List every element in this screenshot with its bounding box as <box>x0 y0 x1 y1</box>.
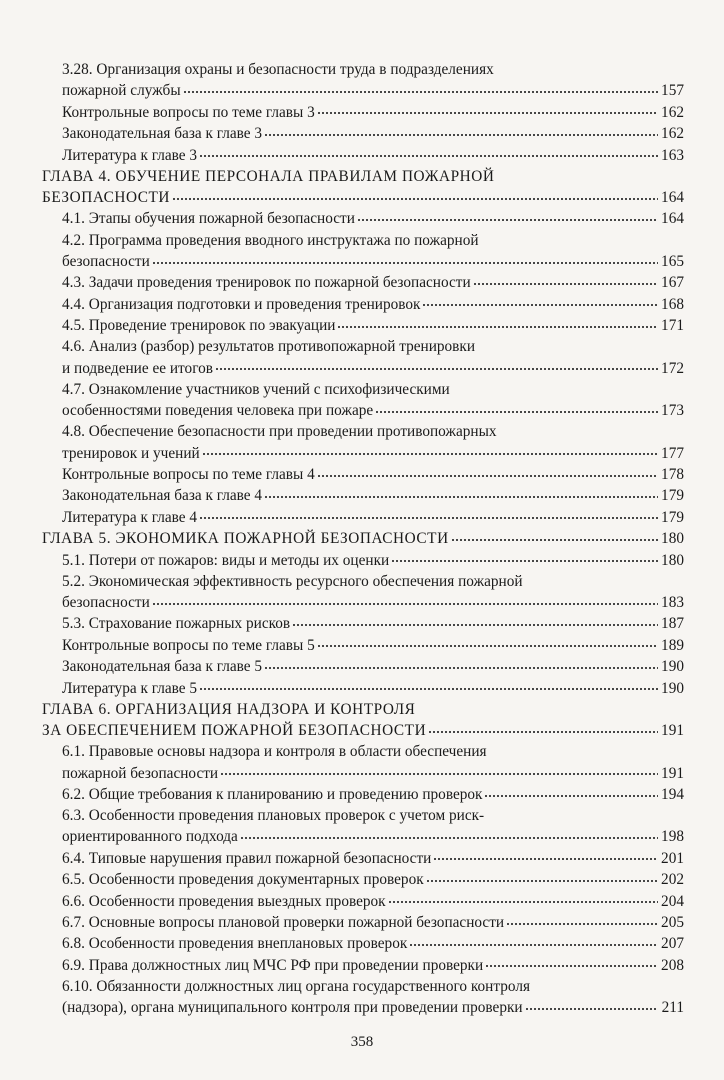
dot-leader <box>337 318 658 333</box>
toc-entry <box>42 933 684 954</box>
toc-entry-line <box>62 656 684 677</box>
toc-entry-title: тренировок и учений <box>62 444 200 462</box>
dot-leader <box>433 850 658 865</box>
toc-entry <box>42 634 684 655</box>
toc-entry-page: 178 <box>661 465 684 483</box>
toc-entry-page: 191 <box>661 764 684 782</box>
toc-entry-title-line: ГЛАВА 4. ОБУЧЕНИЕ ПЕРСОНАЛА ПРАВИЛАМ ПОЖАРНОЙ <box>42 167 495 185</box>
toc-entry <box>42 890 684 911</box>
toc-entry-page: 171 <box>661 317 684 335</box>
toc-entry <box>42 549 684 570</box>
toc-entry-line <box>62 549 684 570</box>
dot-leader <box>426 872 658 887</box>
toc-entry-title: Контрольные вопросы по теме главы 4 <box>62 465 315 483</box>
toc-entry-page: 194 <box>661 785 684 803</box>
table-of-contents <box>42 59 684 1018</box>
toc-entry <box>42 144 684 165</box>
toc-entry-line <box>62 890 684 911</box>
toc-entry-line <box>62 613 684 634</box>
toc-entry-title: безопасности <box>62 252 150 270</box>
dot-leader <box>240 829 658 844</box>
toc-entry <box>42 656 684 677</box>
dot-leader <box>388 893 658 908</box>
toc-entry-line <box>62 464 684 485</box>
toc-entry <box>42 741 684 783</box>
dot-leader <box>375 403 658 418</box>
toc-entry <box>42 506 684 527</box>
toc-entry <box>42 421 684 463</box>
dot-leader <box>506 915 658 930</box>
toc-entry-page: 164 <box>661 210 684 228</box>
toc-entry-page: 167 <box>661 274 684 292</box>
toc-entry-line <box>62 485 684 506</box>
toc-entry-page: 165 <box>661 252 684 270</box>
dot-leader <box>473 275 658 290</box>
toc-entry-line <box>62 442 684 463</box>
toc-entry-page: 190 <box>661 658 684 676</box>
toc-entry-title: Литература к главе 4 <box>62 508 198 526</box>
toc-entry-line <box>62 762 684 783</box>
toc-entry-line <box>42 187 684 208</box>
toc-entry-page: 177 <box>661 444 684 462</box>
toc-entry <box>42 315 684 336</box>
toc-entry <box>42 847 684 868</box>
toc-entry <box>42 613 684 634</box>
toc-entry-page: 157 <box>661 82 684 100</box>
toc-entry <box>42 485 684 506</box>
toc-chapter-entry <box>42 166 684 208</box>
toc-entry-line <box>62 954 684 975</box>
dot-leader <box>264 126 658 141</box>
dot-leader <box>152 254 658 269</box>
toc-entry <box>42 293 684 314</box>
toc-entry-title: 6.8. Особенности проведения внеплановых проверок <box>62 935 408 953</box>
toc-entry <box>42 123 684 144</box>
toc-entry-title: Законодательная база к главе 4 <box>62 487 263 505</box>
toc-entry-title: Литература к главе 3 <box>62 146 198 164</box>
toc-entry-line <box>62 912 684 933</box>
toc-entry-title-line: 4.2. Программа проведения вводного инструктажа по пожарной <box>62 231 479 249</box>
toc-entry-line <box>62 997 684 1018</box>
toc-entry-page: 190 <box>661 679 684 697</box>
toc-entry-line <box>62 933 684 954</box>
toc-entry-title: 4.4. Организация подготовки и проведения тренировок <box>62 295 421 313</box>
toc-entry-line <box>42 528 684 549</box>
toc-entry-page: 173 <box>661 402 684 420</box>
toc-chapter-entry <box>42 528 684 549</box>
toc-entry-page: 202 <box>661 871 684 889</box>
toc-entry <box>42 976 684 1018</box>
toc-entry-title: 6.2. Общие требования к планированию и проведению проверок <box>62 785 483 803</box>
toc-entry-page: 180 <box>661 551 684 569</box>
toc-entry-title: 6.4. Типовые нарушения правил пожарной безопасности <box>62 849 432 867</box>
toc-entry <box>42 571 684 613</box>
toc-entry <box>42 101 684 122</box>
dot-leader <box>422 296 658 311</box>
toc-chapter-entry <box>42 699 684 741</box>
toc-entry-title: 4.5. Проведение тренировок по эвакуации <box>62 317 336 335</box>
toc-entry-page: 179 <box>661 487 684 505</box>
toc-entry-page: 198 <box>661 828 684 846</box>
toc-entry-line <box>62 869 684 890</box>
toc-entry-title: БЕЗОПАСНОСТИ <box>42 189 171 207</box>
toc-entry-title: особенностями поведения человека при пожаре <box>62 402 374 420</box>
toc-entry-title-line: 5.2. Экономическая эффективность ресурсного обеспечения пожарной <box>62 572 523 590</box>
toc-entry-page: 211 <box>661 999 684 1017</box>
toc-entry <box>42 912 684 933</box>
toc-entry-title: Законодательная база к главе 3 <box>62 125 263 143</box>
toc-entry <box>42 230 684 272</box>
toc-entry-title-line: ГЛАВА 6. ОРГАНИЗАЦИЯ НАДЗОРА И КОНТРОЛЯ <box>42 700 416 718</box>
toc-entry-title-line: 4.8. Обеспечение безопасности при проведении противопожарных <box>62 423 497 441</box>
toc-entry-page: 208 <box>661 956 684 974</box>
page-number: 358 <box>350 1034 374 1050</box>
toc-entry-page: 204 <box>661 892 684 910</box>
toc-entry-title: 5.1. Потери от пожаров: виды и методы их оценки <box>62 551 390 569</box>
toc-entry-page: 205 <box>661 913 684 931</box>
toc-entry-line <box>62 80 684 101</box>
toc-entry-title: 6.9. Права должностных лиц МЧС РФ при проведении проверки <box>62 956 484 974</box>
dot-leader <box>317 467 658 482</box>
toc-entry-title: Литература к главе 5 <box>62 679 198 697</box>
toc-entry-line <box>62 208 684 229</box>
toc-entry-line <box>42 720 684 741</box>
dot-leader <box>199 147 658 162</box>
toc-entry-page: 207 <box>661 935 684 953</box>
toc-entry-page: 162 <box>661 125 684 143</box>
toc-entry-line <box>62 123 684 144</box>
toc-entry <box>42 336 684 378</box>
toc-entry-title-line: 6.3. Особенности проведения плановых проверок с учетом риск- <box>62 807 485 824</box>
toc-entry-line <box>62 784 684 805</box>
toc-entry-page: 191 <box>661 722 684 740</box>
dot-leader <box>172 190 658 205</box>
toc-entry-page: 172 <box>661 359 684 377</box>
toc-entry-page: 179 <box>661 508 684 526</box>
toc-entry-title: ориентированного подхода <box>62 828 238 846</box>
toc-entry-page: 189 <box>661 636 684 654</box>
toc-entry-title: 5.3. Страхование пожарных рисков <box>62 615 291 633</box>
dot-leader <box>220 765 658 780</box>
dot-leader <box>183 83 658 98</box>
dot-leader <box>199 680 658 695</box>
toc-entry-title-line: 6.1. Правовые основы надзора и контроля в области обеспечения <box>62 743 487 761</box>
dot-leader <box>264 659 658 674</box>
toc-entry-page: 180 <box>661 530 684 548</box>
dot-leader <box>409 936 658 951</box>
toc-entry-title-line: 3.28. Организация охраны и безопасности труда в подразделениях <box>62 61 494 78</box>
dot-leader <box>391 552 658 567</box>
toc-entry-line <box>62 144 684 165</box>
toc-entry-title: ЗА ОБЕСПЕЧЕНИЕМ ПОЖАРНОЙ БЕЗОПАСНОСТИ <box>42 722 427 740</box>
dot-leader <box>317 637 658 652</box>
toc-entry-title: (надзора), органа муниципального контроля при проведении проверки <box>62 999 523 1017</box>
toc-entry-title: Контрольные вопросы по теме главы 3 <box>62 103 315 121</box>
dot-leader <box>357 211 658 226</box>
toc-entry-line <box>62 293 684 314</box>
toc-entry <box>42 677 684 698</box>
dot-leader <box>525 1000 658 1015</box>
toc-entry-page: 187 <box>661 615 684 633</box>
toc-entry-title: 6.6. Особенности проведения выездных проверок <box>62 892 386 910</box>
toc-entry-page: 164 <box>661 189 684 207</box>
toc-entry <box>42 272 684 293</box>
toc-entry-title-line: 4.7. Ознакомление участников учений с психофизическими <box>62 380 450 398</box>
toc-entry-title: 6.5. Особенности проведения документарных проверок <box>62 871 424 889</box>
toc-entry-page: 201 <box>661 849 684 867</box>
toc-entry-title: 4.1. Этапы обучения пожарной безопасности <box>62 210 355 228</box>
toc-entry-title: Законодательная база к главе 5 <box>62 658 263 676</box>
dot-leader <box>152 595 658 610</box>
dot-leader <box>428 723 658 738</box>
dot-leader <box>292 616 658 631</box>
toc-entry-title: пожарной безопасности <box>62 764 219 782</box>
dot-leader <box>484 787 658 802</box>
toc-entry <box>42 379 684 421</box>
dot-leader <box>317 104 658 119</box>
toc-entry-line <box>62 826 684 847</box>
toc-entry <box>42 464 684 485</box>
toc-entry-title: 6.7. Основные вопросы плановой проверки пожарной безопасности <box>62 913 505 931</box>
toc-entry-page: 168 <box>661 295 684 313</box>
toc-entry-line <box>62 315 684 336</box>
toc-entry-title: 4.3. Задачи проведения тренировок по пожарной безопасности <box>62 274 471 292</box>
toc-entry-title: пожарной службы <box>62 82 181 100</box>
dot-leader <box>451 531 658 546</box>
toc-entry-title: ГЛАВА 5. ЭКОНОМИКА ПОЖАРНОЙ БЕЗОПАСНОСТИ <box>42 530 449 548</box>
toc-entry-line <box>62 251 684 272</box>
toc-entry <box>42 954 684 975</box>
toc-entry-title: безопасности <box>62 593 150 611</box>
toc-entry-title-line: 6.10. Обязанности должностных лиц органа государственного контроля <box>62 977 530 995</box>
toc-entry-page: 163 <box>661 146 684 164</box>
dot-leader <box>215 360 658 375</box>
toc-entry-line <box>62 357 684 378</box>
toc-entry-page: 162 <box>661 103 684 121</box>
toc-entry-title: и подведение ее итогов <box>62 359 213 377</box>
toc-entry-line <box>62 272 684 293</box>
toc-entry-line <box>62 677 684 698</box>
toc-entry <box>42 805 684 847</box>
dot-leader <box>199 509 658 524</box>
toc-entry-line <box>62 634 684 655</box>
toc-entry-line <box>62 506 684 527</box>
toc-entry-line <box>62 847 684 868</box>
dot-leader <box>202 445 658 460</box>
dot-leader <box>485 957 658 972</box>
dot-leader <box>264 488 658 503</box>
toc-entry-title-line: 4.6. Анализ (разбор) результатов противопожарной тренировки <box>62 338 476 356</box>
toc-entry-line <box>62 400 684 421</box>
toc-entry <box>42 869 684 890</box>
toc-entry <box>42 59 684 101</box>
toc-entry-page: 183 <box>661 593 684 611</box>
toc-entry <box>42 208 684 229</box>
toc-entry-line <box>62 592 684 613</box>
toc-entry-line <box>62 101 684 122</box>
toc-entry-title: Контрольные вопросы по теме главы 5 <box>62 636 315 654</box>
toc-entry <box>42 784 684 805</box>
